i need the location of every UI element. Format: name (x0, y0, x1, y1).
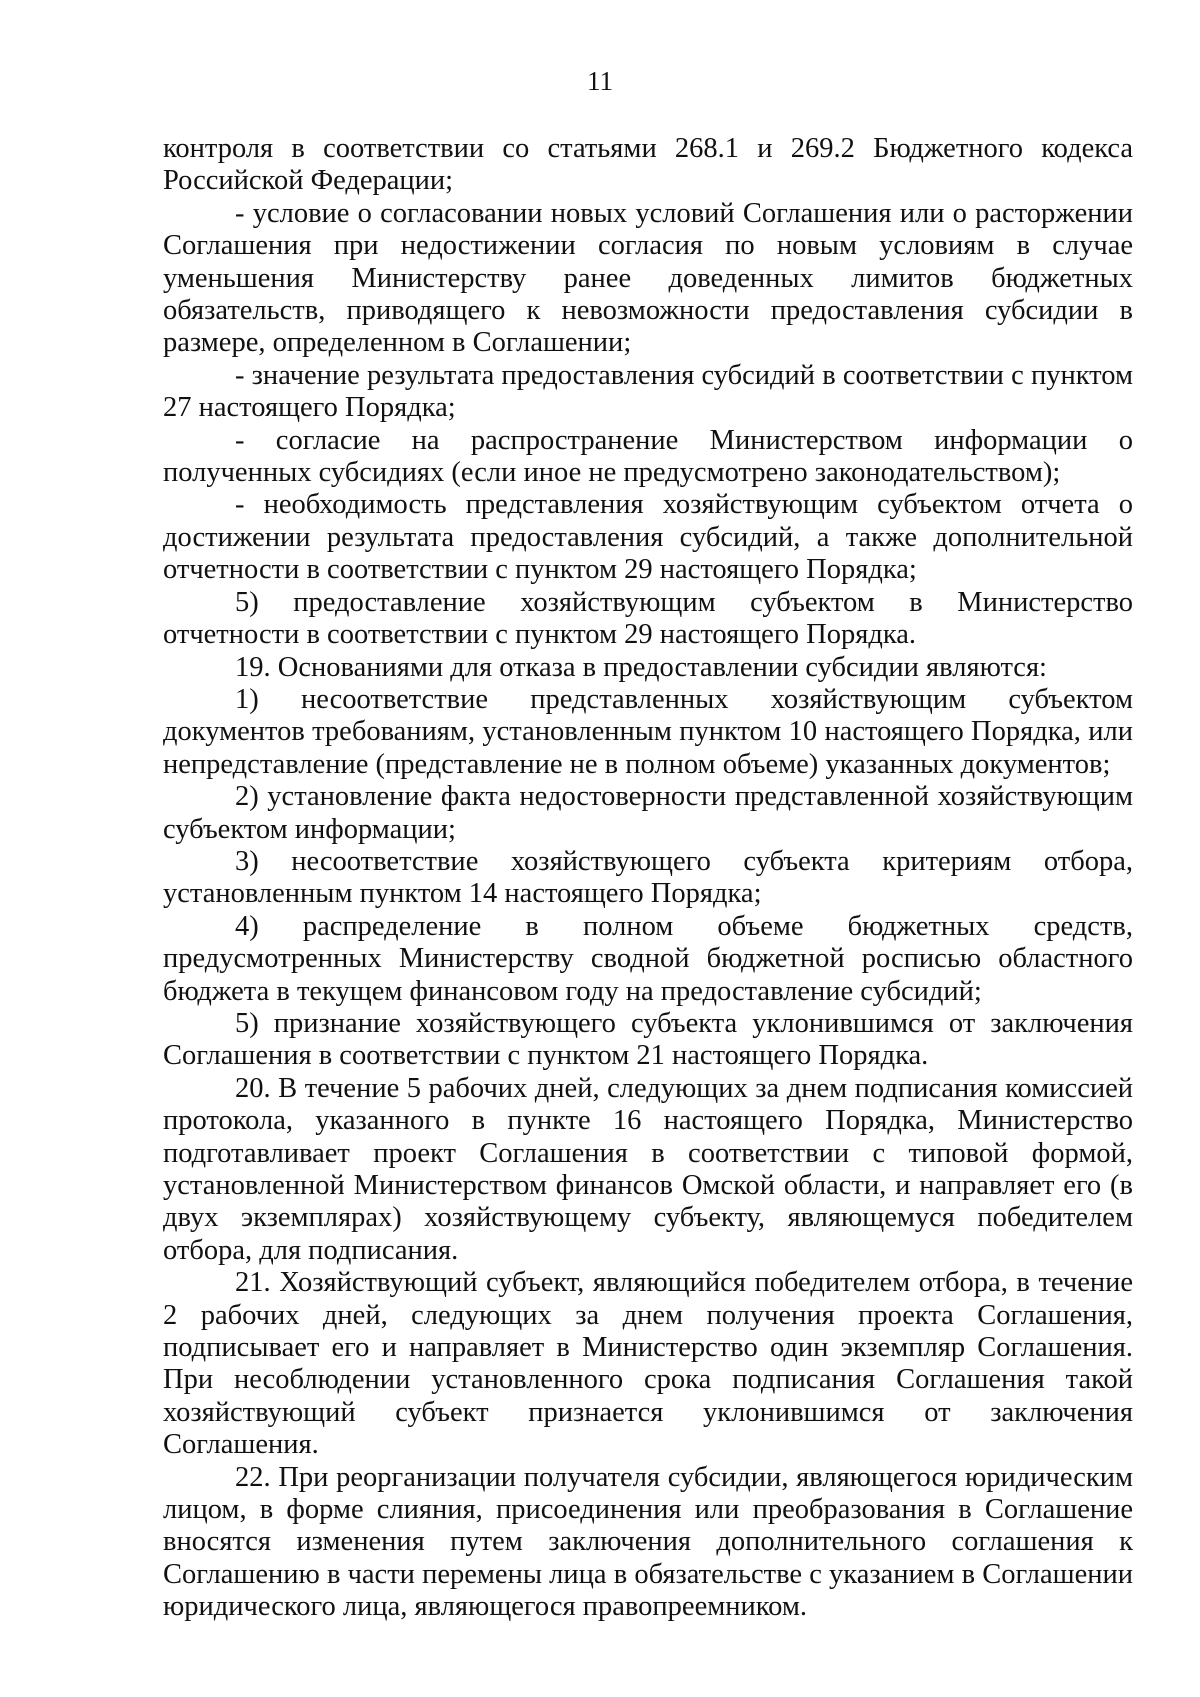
paragraph-21: 21. Хозяйствующий субъект, являющийся победителем отбора, в течение 2 рабочих дней, следующих за днем получения проекта Соглашения, подписывает его и направляет в Министерство один экземпляр Соглашения. При несоблюдении установленного срока подписания Соглашения такой хозяйствующий субъект признается уклонившимся от заключения Соглашения. (163, 1267, 1133, 1461)
paragraph-19-item-3: 3) несоответствие хозяйствующего субъекта критериям отбора, установленным пунктом 14 настоящего Порядка; (163, 845, 1133, 910)
paragraph-item-5-reporting: 5) предоставление хозяйствующим субъектом в Министерство отчетности в соответствии с пунктом 29 настоящего Порядка. (163, 586, 1133, 651)
paragraph-19-item-1: 1) несоответствие представленных хозяйствующим субъектом документов требованиям, установленным пунктом 10 настоящего Порядка, или непредставление (представление не в полном объеме) указанных документов; (163, 683, 1133, 780)
paragraph-20: 20. В течение 5 рабочих дней, следующих за днем подписания комиссией протокола, указанного в пункте 16 настоящего Порядка, Министерство подготавливает проект Соглашения в соответствии с типовой формой, установленной Министерством финансов Омской области, и направляет его (в двух экземплярах) хозяйствующему субъекту, являющемуся победителем отбора, для подписания. (163, 1072, 1133, 1266)
paragraph-22: 22. При реорганизации получателя субсидии, являющегося юридическим лицом, в форме слияния, присоединения или преобразования в Соглашение вносятся изменения путем заключения дополнительного соглашения к Соглашению в части перемены лица в обязательстве с указанием в Соглашении юридического лица, являющегося правопреемником. (163, 1461, 1133, 1623)
paragraph-condition-reporting: - необходимость представления хозяйствующим субъектом отчета о достижении результата предоставления субсидий, а также дополнительной отчетности в соответствии с пунктом 29 настоящего Порядка; (163, 489, 1133, 586)
page-number: 11 (587, 66, 613, 96)
paragraph-continuation: контроля в соответствии со статьями 268.1 и 269.2 Бюджетного кодекса Российской Федерации; (163, 133, 1133, 197)
paragraph-condition-information-consent: - согласие на распространение Министерством информации о полученных субсидиях (если иное не предусмотрено законодательством); (163, 424, 1133, 489)
paragraph-19-refusal-grounds: 19. Основаниями для отказа в предоставлении субсидии являются: (235, 651, 1047, 683)
paragraph-condition-agreement-changes: - условие о согласовании новых условий Соглашения или о расторжении Соглашения при недостижении согласия по новым условиям в случае уменьшения Министерству ранее доведенных лимитов бюджетных обязательств, приводящего к невозможности предоставления субсидии в размере, определенном в Соглашении; (163, 197, 1133, 359)
paragraph-condition-result-value: - значение результата предоставления субсидий в соответствии с пунктом 27 настоящего Порядка; (163, 359, 1133, 424)
paragraph-19-item-4: 4) распределение в полном объеме бюджетных средств, предусмотренных Министерству сводной бюджетной росписью областного бюджета в текущем финансовом году на предоставление субсидий; (163, 910, 1133, 1007)
paragraph-19-item-2: 2) установление факта недостоверности представленной хозяйствующим субъектом информации; (163, 781, 1133, 845)
paragraph-19-item-5: 5) признание хозяйствующего субъекта уклонившимся от заключения Соглашения в соответствии с пунктом 21 настоящего Порядка. (163, 1007, 1133, 1072)
document-body (163, 133, 1133, 1624)
